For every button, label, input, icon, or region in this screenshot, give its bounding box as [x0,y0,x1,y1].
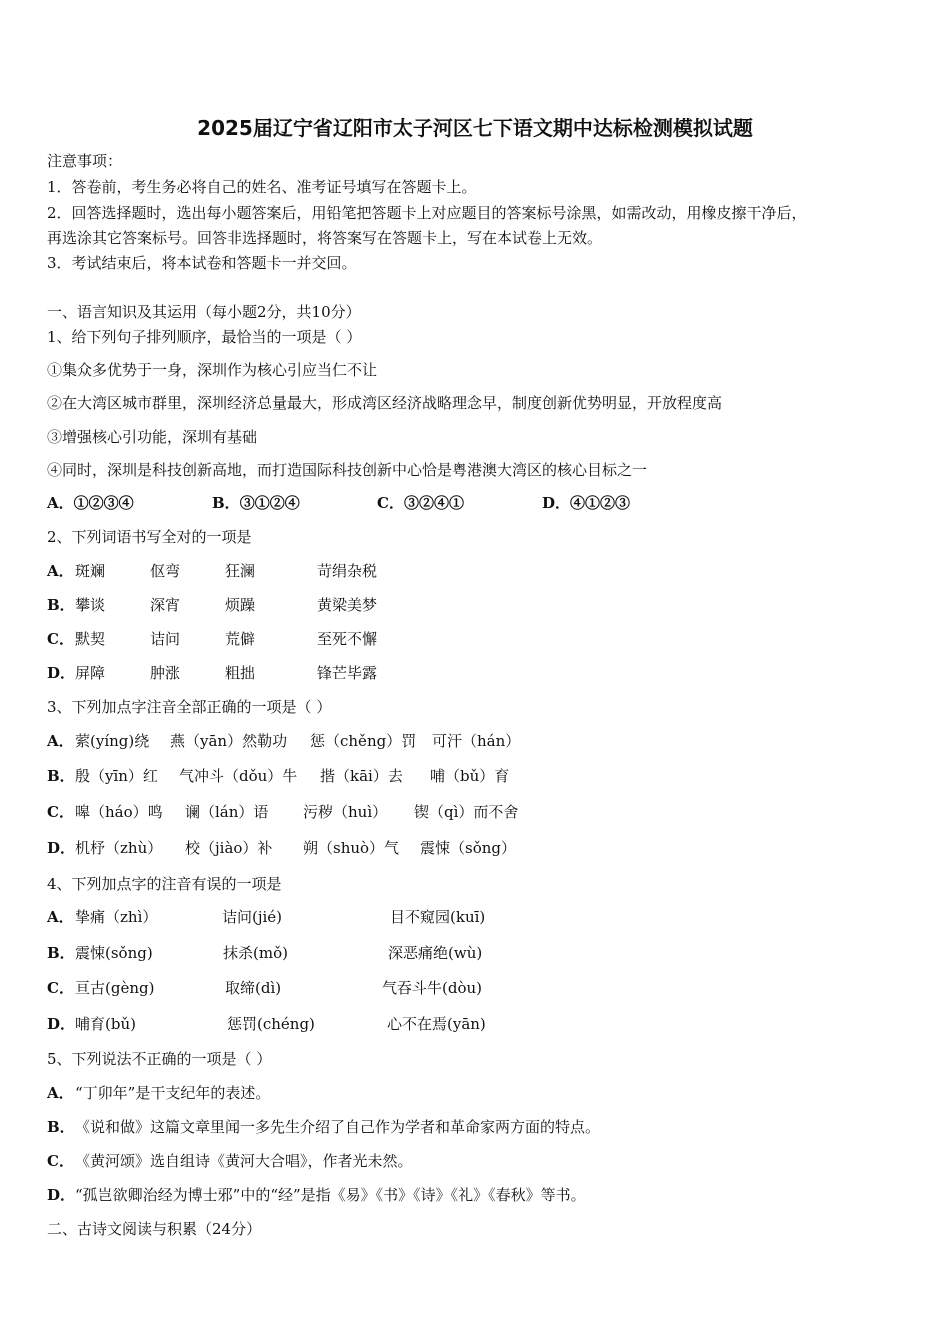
q3-stem: 3、下列加点字注音全部正确的一项是（ ） [47,698,332,716]
q4-stem: 4、下列加点字的注音有误的一项是 [47,875,282,893]
notice-item: 1．答卷前，考生务必将自己的姓名、准考证号填写在答题卡上。 [47,178,477,196]
section1-heading: 一、语言知识及其运用（每小题2分，共10分） [47,303,361,321]
exam-page: 2025届辽宁省辽阳市太子河区七下语文期中达标检测模拟试题 注意事项： 1．答卷前，考生务必将自己的姓名、准考证号填写在答题卡上。 2．回答选择题时，选出每小题答案后，用铅笔把答题卡上对应题目的答案标号涂黑，如需改动，用橡皮擦干净后， 再选涂其它答案标号。回答非选择题时，将答案写在答题卡上，写在本试卷上无效。 3．考试结束后，将本试卷和答题卡一并交回。 一、语言知识及其运用（每小题2分，共10分） 1、给下列句子排列顺序，最恰当的一项是（ ） ①集众多优势于一身，深圳作为核心引应当仁不让 ②在大湾区城市群里，深圳经济总量最大，形成湾区经济战略理念早，制度创新优势明显，开放程度高 ③增强核心引功能，深圳有基础 ④同时，深圳是科技创新高地，而打造国际科技创新中心恰是粤港澳大湾区的核心目标之一 A．①②③④ B．③①②④ C．③②④① D．④①②③ 2、下列词语书写全对的一项是 A． 斑斓 伛弯 狂澜 苛绢杂税 B． 攀谈 深宵 烦躁 黄梁美梦 C． 默契 诘问 荒僻 至死不懈 D． 屏障 肿涨 粗拙 锋芒毕露 3、下列加点字注音全部正确的一项是（ ） A． 萦(yíng)绕 燕（yān）然勒功 惩（chěng）罚 可汗（hán） B． 殷（yīn）红 气冲斗（dǒu）牛 揩（kāi）去 哺（bǔ）育 C． 嗥（háo）鸣 谰（lán）语 污秽（huì） 锲（qì）而不舍 D． 机杼（zhù） 校（jiào）补 朔（shuò）气 震悚（sǒng） 4、下列加点字的注音有误的一项是 A． 挚痛（zhì） 诘问(jié) 目不窥园(kuī) B． 震悚(sǒng) 抹杀(mǒ) 深恶痛绝(wù) C． 亘古(gèng) 取缔(dì) 气吞斗牛(dòu) D． 哺育(bǔ) 惩罚(chéng) 心不在焉(yān) 5、下列说法不正确的一项是（ ） A． “丁卯年”是干支纪年的表述。 B． 《说和做》这篇文章里闻一多先生介绍了自己作为学者和革命家两方面的特点。 C． 《黄河颂》选自组诗《黄河大合唱》，作者光未然。 D． “孤岂欲卿治经为博士邪”中的“经”是指《易》《书》《诗》《礼》《春秋》等书。 二、古诗文阅读与积累（24分） [0,0,950,1344]
q1-sentence: ③增强核心引功能，深圳有基础 [47,428,258,446]
q1-sentence: ②在大湾区城市群里，深圳经济总量最大，形成湾区经济战略理念早，制度创新优势明显，开放程度高 [47,394,723,412]
q5-stem: 5、下列说法不正确的一项是（ ） [47,1050,272,1068]
q1-option-c: C．③②④① [377,494,464,512]
notice-item: 3．考试结束后，将本试卷和答题卡一并交回。 [47,254,357,272]
page-title: 2025届辽宁省辽阳市太子河区七下语文期中达标检测模拟试题 [197,116,753,140]
notice-item: 2．回答选择题时，选出每小题答案后，用铅笔把答题卡上对应题目的答案标号涂黑，如需改动，用橡皮擦干净后， [47,204,807,222]
notice-item: 再选涂其它答案标号。回答非选择题时，将答案写在答题卡上，写在本试卷上无效。 [47,229,603,247]
q1-option-b: B．③①②④ [212,494,300,512]
q1-stem: 1、给下列句子排列顺序，最恰当的一项是（ ） [47,328,362,346]
section2-heading: 二、古诗文阅读与积累（24分） [47,1220,262,1238]
notice-heading: 注意事项： [47,152,123,170]
q1-option-a: A．①②③④ [47,494,134,512]
q1-option-d: D．④①②③ [542,494,631,512]
q1-sentence: ④同时，深圳是科技创新高地，而打造国际科技创新中心恰是粤港澳大湾区的核心目标之一 [47,461,648,479]
q1-sentence: ①集众多优势于一身，深圳作为核心引应当仁不让 [47,361,378,379]
q2-stem: 2、下列词语书写全对的一项是 [47,528,252,546]
